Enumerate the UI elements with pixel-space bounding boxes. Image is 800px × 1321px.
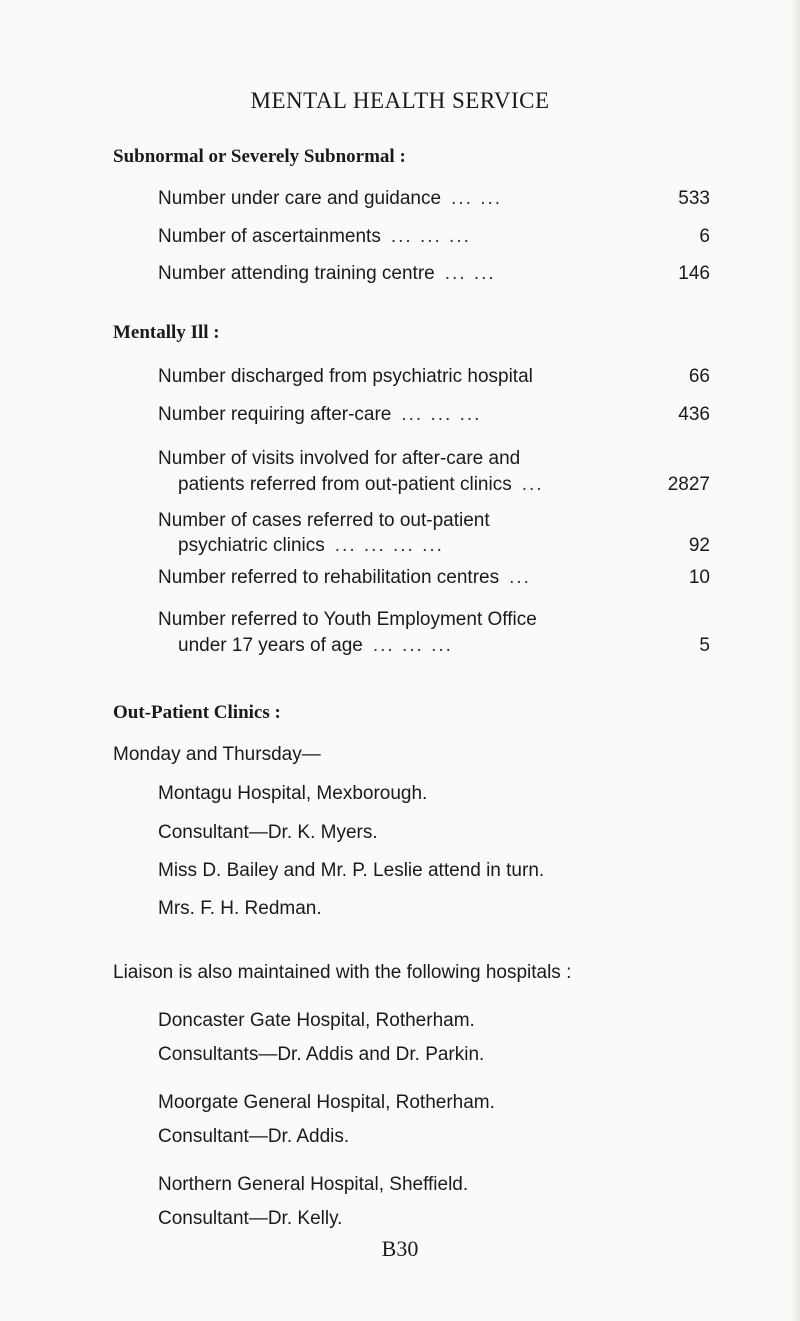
leader-dots: ... ... bbox=[451, 188, 503, 209]
stat-row bbox=[158, 404, 710, 426]
clinic-line: Consultant—Dr. K. Myers. bbox=[158, 822, 378, 843]
stat-label: under 17 years of age bbox=[178, 635, 363, 656]
clinic-line: Mrs. F. H. Redman. bbox=[158, 898, 322, 919]
stat-value: 66 bbox=[688, 366, 710, 387]
stat-value: 92 bbox=[688, 535, 710, 556]
hospital-name: Northern General Hospital, Sheffield. bbox=[158, 1174, 469, 1195]
stat-label: Number referred to Youth Employment Office bbox=[158, 609, 537, 630]
liaison-intro: Liaison is also maintained with the following hospitals : bbox=[113, 962, 572, 983]
page-edge-shadow bbox=[790, 0, 800, 1321]
stat-value: 146 bbox=[678, 263, 710, 284]
stat-row bbox=[158, 226, 710, 248]
stat-row bbox=[158, 188, 710, 210]
hospital-name: Doncaster Gate Hospital, Rotherham. bbox=[158, 1010, 475, 1031]
page-title: MENTAL HEALTH SERVICE bbox=[250, 88, 550, 113]
stat-label: patients referred from out-patient clinics bbox=[178, 474, 512, 495]
stat-row bbox=[178, 474, 710, 496]
stat-row bbox=[158, 263, 710, 285]
stat-row bbox=[178, 635, 710, 657]
stat-row bbox=[158, 609, 710, 631]
mentally-ill-heading: Mentally Ill : bbox=[113, 322, 220, 343]
stat-row bbox=[158, 510, 710, 532]
leader-dots: ... ... bbox=[444, 263, 496, 284]
stat-value: 533 bbox=[678, 188, 710, 209]
leader-dots: ... ... ... bbox=[390, 226, 471, 247]
stat-label: Number under care and guidance bbox=[158, 188, 442, 209]
stat-value: 436 bbox=[678, 404, 710, 425]
leader-dots: ... ... ... bbox=[372, 635, 453, 656]
leader-dots: ... bbox=[521, 474, 544, 495]
stat-row bbox=[158, 567, 710, 589]
leader-dots: ... ... ... bbox=[401, 404, 482, 425]
stat-row bbox=[178, 535, 710, 557]
page-number: B30 bbox=[381, 1236, 419, 1261]
stat-label: Number of ascertainments bbox=[158, 226, 381, 247]
clinic-line: Montagu Hospital, Mexborough. bbox=[158, 783, 428, 804]
stat-label: Number discharged from psychiatric hospital bbox=[158, 366, 533, 387]
stat-value: 6 bbox=[699, 226, 710, 247]
stat-label: Number of visits involved for after-care and bbox=[158, 448, 521, 469]
clinic-line: Miss D. Bailey and Mr. P. Leslie attend in turn. bbox=[158, 860, 545, 881]
hospital-consultant: Consultant—Dr. Addis. bbox=[158, 1126, 350, 1147]
stat-label: Number requiring after-care bbox=[158, 404, 392, 425]
stat-label: Number of cases referred to out-patient bbox=[158, 510, 490, 531]
clinic-days: Monday and Thursday— bbox=[113, 744, 321, 765]
subnormal-heading: Subnormal or Severely Subnormal : bbox=[113, 146, 406, 167]
leader-dots: ... ... ... ... bbox=[334, 535, 444, 556]
stat-label: Number referred to rehabilitation centres bbox=[158, 567, 500, 588]
hospital-consultant: Consultant—Dr. Kelly. bbox=[158, 1208, 343, 1229]
clinics-heading: Out-Patient Clinics : bbox=[113, 702, 281, 723]
stat-label: psychiatric clinics bbox=[178, 535, 325, 556]
stat-value: 5 bbox=[699, 635, 710, 656]
stat-row bbox=[158, 448, 710, 470]
stat-value: 2827 bbox=[667, 474, 710, 495]
stat-row bbox=[158, 366, 710, 388]
stat-value: 10 bbox=[688, 567, 710, 588]
hospital-name: Moorgate General Hospital, Rotherham. bbox=[158, 1092, 495, 1113]
stat-label: Number attending training centre bbox=[158, 263, 435, 284]
hospital-consultant: Consultants—Dr. Addis and Dr. Parkin. bbox=[158, 1044, 485, 1065]
leader-dots: ... bbox=[509, 567, 531, 588]
